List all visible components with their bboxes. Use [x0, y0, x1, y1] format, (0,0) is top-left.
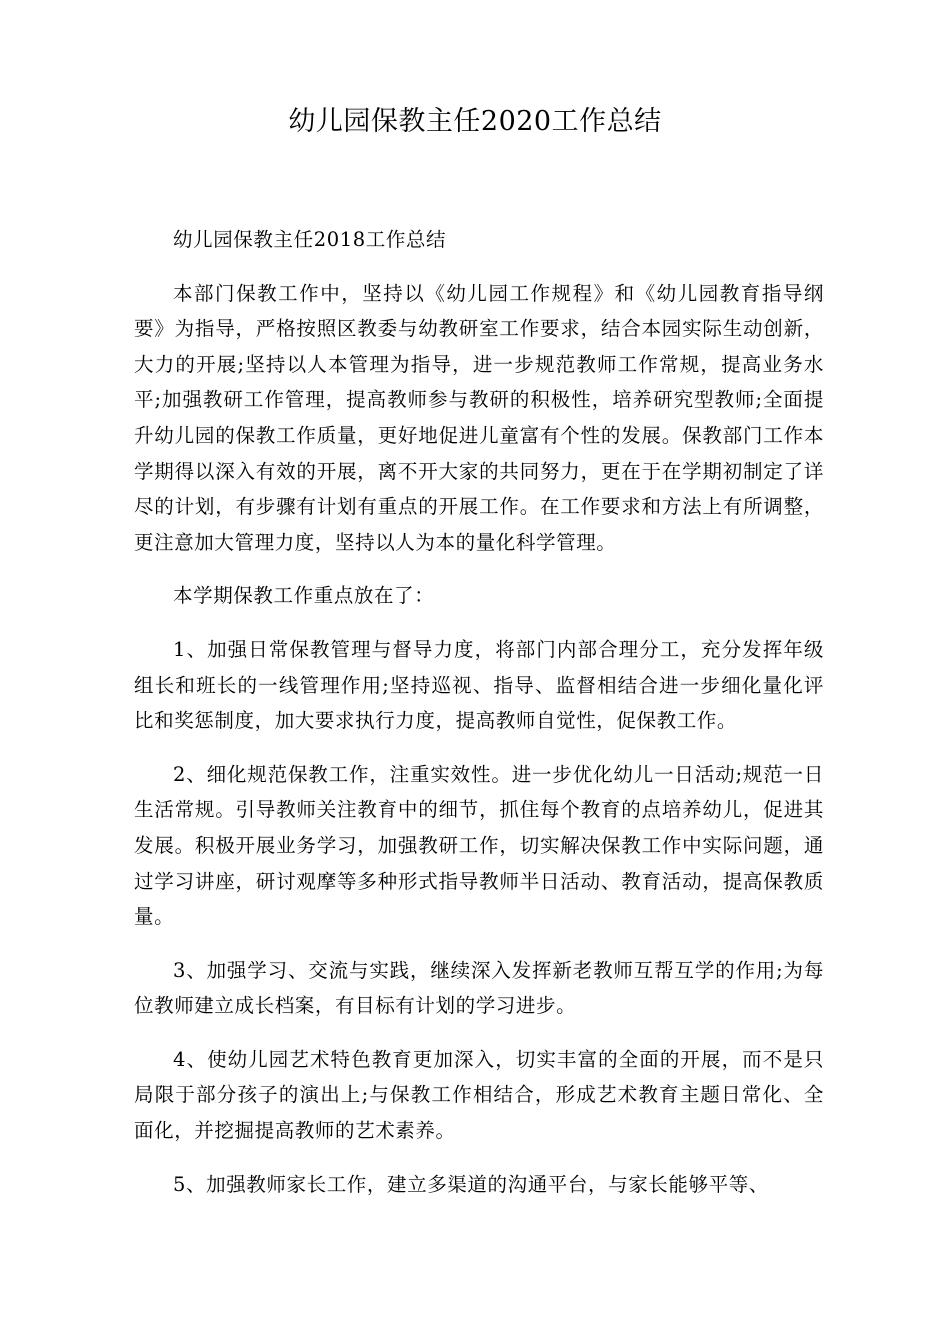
document-body: [134, 222, 824, 1220]
document-title: 幼儿园保教主任2020工作总结: [288, 106, 662, 137]
paragraph-focus-heading: 本学期保教工作重点放在了：: [173, 584, 435, 608]
paragraph-intro: 本部门保教工作中，坚持以《幼儿园工作规程》和《幼儿园教育指导纲要》为指导，严格按照区教委与幼教研室工作要求，结合本园实际生动创新，大力的开展;坚持以人本管理为指导，进一步规范教师工作常规，提高业务水平;加强教研工作管理，提高教师参与教研的积极性，培养研究型教师;全面提升幼儿园的保教工作质量，更好地促进儿童富有个性的发展。保教部门工作本学期得以深入有效的开展，离不开大家的共同努力，更在于在学期初制定了详尽的计划，有步骤有计划有重点的开展工作。在工作要求和方法上有所调整，更注意加大管理力度，坚持以人为本的量化科学管理。: [134, 281, 824, 554]
paragraph-item-4: 4、使幼儿园艺术特色教育更加深入，切实丰富的全面的开展，而不是只局限于部分孩子的演出上;与保教工作相结合，形成艺术教育主题日常化、全面化，并挖掘提高教师的艺术素养。: [134, 1047, 824, 1143]
paragraph-item-5: 5、加强教师家长工作，建立多渠道的沟通平台，与家长能够平等、: [173, 1172, 769, 1196]
paragraph-item-2: 2、细化规范保教工作，注重实效性。进一步优化幼儿一日活动;规范一日生活常规。引导教师关注教育中的细节，抓住每个教育的点培养幼儿，促进其发展。积极开展业务学习，加强教研工作，切实解决保教工作中实际问题，通过学习讲座，研讨观摩等多种形式指导教师半日活动、教育活动，提高保教质量。: [134, 762, 824, 929]
paragraph-item-1: 1、加强日常保教管理与督导力度，将部门内部合理分工，充分发挥年级组长和班长的一线管理作用;坚持巡视、指导、监督相结合进一步细化量化评比和奖惩制度，加大要求执行力度，提高教师自觉性，促保教工作。: [134, 637, 824, 733]
paragraph-subtitle: 幼儿园保教主任2018工作总结: [173, 228, 447, 251]
paragraph-item-3: 3、加强学习、交流与实践，继续深入发挥新老教师互帮互学的作用;为每位教师建立成长档案，有目标有计划的学习进步。: [134, 958, 824, 1018]
